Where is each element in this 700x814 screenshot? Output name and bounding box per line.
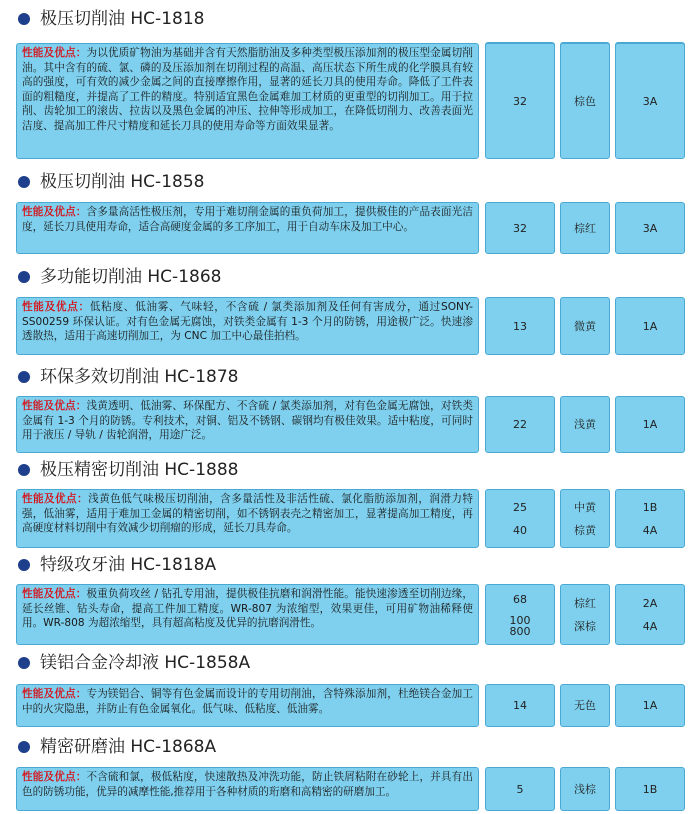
description-text: 含多量高活性极压剂，专用于难切削金属的重负荷加工，提供极佳的产品表面光洁度，延长刀具使用寿命，适合高硬度金属的多工序加工，用于自动车床及加工中心。 [22, 206, 474, 233]
viscosity-cell-value: 14 [513, 699, 527, 712]
viscosity-cell [485, 297, 555, 355]
bullet-icon [18, 657, 30, 669]
color-cell [560, 43, 610, 159]
corrosion-cell-value: 4A [642, 619, 658, 633]
corrosion-cell-value: 3A [642, 94, 658, 108]
product-title: 精密研磨油 HC-1868A [40, 737, 217, 757]
feature-label: 性能及优点： [22, 493, 89, 505]
viscosity-cell-value: 13 [513, 319, 527, 333]
product-title: 极压精密切削油 HC-1888 [40, 460, 239, 480]
corrosion-cell-value: 4A [642, 523, 658, 537]
feature-label: 性能及优点： [22, 688, 87, 700]
corrosion-cell [615, 396, 685, 453]
product-title: 极压切削油 HC-1818 [40, 9, 205, 29]
viscosity-cell-value: 32 [513, 94, 527, 108]
product-description [16, 584, 479, 645]
product-description [16, 202, 479, 254]
product-title: 镁铝合金冷却液 HC-1858A [40, 653, 251, 673]
color-cell-value: 深棕 [574, 619, 596, 633]
feature-label: 性能及优点： [22, 771, 87, 783]
product-title: 多功能切削油 HC-1868 [40, 267, 222, 287]
corrosion-cell [615, 684, 685, 727]
description-text: 浅黄色低气味极压切削油，含多量活性及非活性硫、氯化脂肪添加剂，润滑力特强，低油雾，适用于难加工金属的精密切削，如不锈钢表壳之精密加工，显著提高加工精度，再高硬度材料切削中有效减少切削瘤的形成，延长刀具寿命。 [22, 493, 473, 535]
corrosion-cell [615, 297, 685, 355]
description-text: 极重负荷攻丝 / 钻孔专用油，提供极佳抗磨和润滑性能。能快速渗透至切削边缘，延长丝锥、钻头寿命，提高工件加工精度。WR-807 为浓缩型，效果更佳，可用矿物油稀释使用。WR-808 为超浓缩型，具有超高粘度及优异的抗磨润滑性。 [22, 588, 473, 630]
bullet-icon [18, 559, 30, 571]
corrosion-cell [615, 202, 685, 254]
product-title: 环保多效切削油 HC-1878 [40, 367, 239, 387]
bullet-icon [18, 271, 30, 283]
viscosity-cell [485, 396, 555, 453]
corrosion-cell [615, 767, 685, 811]
viscosity-cell-value: 100 800 [509, 614, 531, 638]
color-cell [560, 297, 610, 355]
feature-label: 性能及优点： [22, 400, 87, 412]
description-text: 低粘度、低油雾、气味轻，不含硫 / 氯类添加剂及任何有害成分，通过SONY-SS00259 环保认证。对有色金属无腐蚀，对铁类金属有 1-3 个月的防锈，用途极广泛。快速渗透散热，适用于高速切削加工，为 CNC 加工中心最佳拍档。 [22, 301, 473, 343]
viscosity-cell-value: 32 [513, 221, 527, 235]
color-cell-value: 微黄 [574, 319, 596, 333]
corrosion-cell [615, 489, 685, 548]
color-cell-value: 浅黄 [574, 418, 596, 431]
product-description [16, 489, 479, 548]
color-cell-value: 浅棕 [574, 782, 596, 796]
description-text: 为以优质矿物油为基础并含有天然脂肪油及多种类型极压添加剂的极压型金属切削油。其中含有的硫、氯、磷的及压添加剂在切削过程的高温、高压状态下所生成的化学膜具有较高的强度，可有效的减少金属之间的直接摩擦作用，显著的延长刀具的使用寿命。降低了工件表面的粗糙度，并提高了工件的精度。特别适宜黑色金属难加工材质的更重型的切削加工。用于拉削、齿轮加工的滚齿、拉齿以及黑色金属的冲压、拉伸等形成加工，在降低切削力、改善表面光洁度、提高加工件尺寸精度和延长刀具的使用寿命等方面效果显著。 [22, 47, 474, 132]
product-description [16, 297, 479, 355]
corrosion-cell-value: 1A [642, 418, 658, 431]
product-description [16, 767, 479, 811]
viscosity-cell-value: 5 [516, 782, 524, 796]
color-cell [560, 767, 610, 811]
description-text: 浅黄透明、低油雾、环保配方、不含硫 / 氯类添加剂，对有色金属无腐蚀，对铁类金属有 1-3 个月的防锈。专利技术，对铜、铝及不锈钢、碳钢均有极佳效果。适中粘度，可同时用于液压 / 导轨 / 齿轮润滑，用途广泛。 [22, 400, 473, 442]
viscosity-cell [485, 43, 555, 159]
corrosion-cell-value: 1A [642, 699, 658, 712]
bullet-icon [18, 176, 30, 188]
corrosion-cell-value: 3A [642, 221, 658, 235]
viscosity-cell [485, 767, 555, 811]
viscosity-cell-value: 22 [513, 418, 527, 431]
feature-label: 性能及优点： [22, 206, 87, 218]
product-title: 极压切削油 HC-1858 [40, 172, 205, 192]
product-description [16, 684, 479, 727]
bullet-icon [18, 13, 30, 25]
viscosity-cell-value: 25 [513, 500, 527, 514]
corrosion-cell-value: 2A [642, 596, 658, 610]
feature-label: 性能及优点： [22, 588, 87, 600]
corrosion-cell-value: 1B [642, 782, 658, 796]
bullet-icon [18, 464, 30, 476]
color-cell [560, 202, 610, 254]
bullet-icon [18, 371, 30, 383]
color-cell-value: 棕红 [574, 221, 596, 235]
description-text: 专为镁铝合、铜等有色金属而设计的专用切削油，含特殊添加剂，杜绝镁合金加工中的火灾隐患，并防止有色金属氧化。低气味、低粘度、低油雾。 [22, 688, 474, 715]
color-cell [560, 489, 610, 548]
color-cell-value: 棕红 [574, 596, 596, 610]
description-text: 不含硫和氯，极低粘度，快速散热及冲洗功能，防止铁屑粘附在砂轮上，并具有出色的防锈功能，优异的减摩性能,推荐用于各种材质的珩磨和高精密的研磨加工。 [22, 771, 474, 798]
corrosion-cell [615, 43, 685, 159]
color-cell-value: 无色 [574, 699, 596, 712]
color-cell-value: 棕色 [574, 94, 596, 108]
viscosity-cell [485, 584, 555, 645]
viscosity-cell-value: 68 [513, 593, 527, 606]
corrosion-cell-value: 1A [642, 319, 658, 333]
viscosity-cell [485, 489, 555, 548]
color-cell [560, 396, 610, 453]
feature-label: 性能及优点： [22, 301, 90, 313]
bullet-icon [18, 741, 30, 753]
color-cell-value: 棕黄 [574, 523, 596, 537]
viscosity-cell [485, 202, 555, 254]
feature-label: 性能及优点： [22, 47, 87, 59]
color-cell [560, 584, 610, 645]
corrosion-cell [615, 584, 685, 645]
viscosity-cell [485, 684, 555, 727]
color-cell [560, 684, 610, 727]
viscosity-cell-value: 40 [513, 523, 527, 537]
product-description [16, 43, 479, 159]
product-title: 特级攻牙油 HC-1818A [40, 555, 217, 575]
color-cell-value: 中黄 [574, 500, 596, 514]
corrosion-cell-value: 1B [642, 500, 658, 514]
product-description [16, 396, 479, 453]
